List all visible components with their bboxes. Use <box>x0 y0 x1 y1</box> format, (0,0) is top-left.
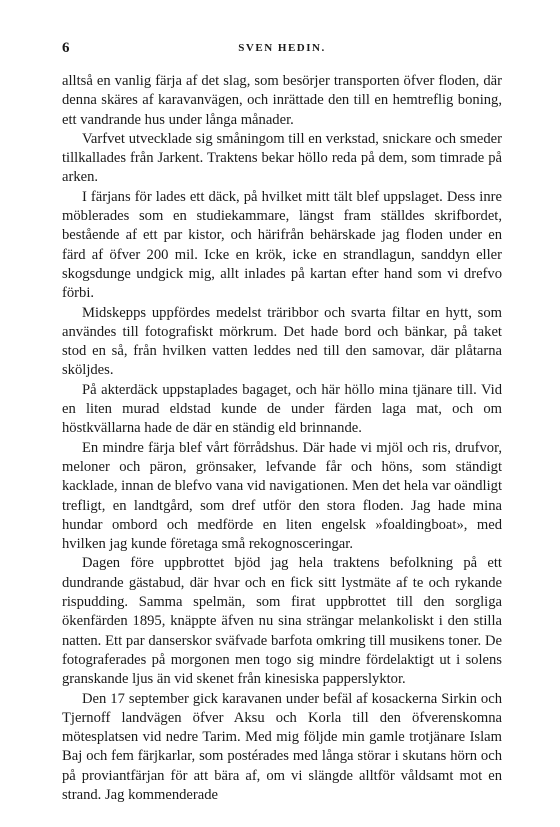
paragraph-2: Varfvet utvecklade sig småningom till en verkstad, snickare och smeder tillkallades från Jarkent. Traktens bekar höllo reda på dem, som timrade på arken. <box>62 130 502 186</box>
paragraph-8: Den 17 september gick karavanen under befäl af kosackerna Sirkin och Tjernoff landvägen öfver Aksu och Korla till den öfverenskomna mötesplatsen vid nedre Tarim. Med mig följde min gamle trotjänare Islam Baj och fem färjkarlar, som postérades med långa störar i skutans hörn och på proviantfärjan för att bära af, om vi slängde alltför våldsamt mot en strand. Jag kommenderade <box>62 690 502 803</box>
running-title: SVEN HEDIN. <box>238 42 326 54</box>
paragraph-6: En mindre färja blef vårt förrådshus. Där hade vi mjöl och ris, drufvor, meloner och päron, grönsaker, lefvande får och höns, som ständigt kacklade, innan de blefvo vana vid navigationen. Men det hela var oändligt trefligt, en landtgård, som dref utför den stora floden. Jag hade mina hundar ombord och medförde en liten engelsk »foaldingboat», med hvilken jag kunde företaga små rekognosceringar. <box>62 439 502 553</box>
paragraph-3: I färjans för lades ett däck, på hvilket mitt tält blef uppslaget. Dess inre möblerades som en studiekammare, längst fram ställdes skrifbordet, bestående af ett par kistor, och härifrån behärskade jag floden under en färd af öfver 200 mil. Icke en krök, icke en strandlagun, sanddyn eller skogsdunge undgick mig, allt inlades på kartan efter hand som vi drefvo förbi. <box>62 188 502 302</box>
paragraph-5: På akterdäck uppstaplades bagaget, och här höllo mina tjänare till. Vid en liten murad eldstad kunde de under färden laga mat, och om höstkvällarna hade de där en ständig eld brinnande. <box>62 381 502 437</box>
paragraph-4: Midskepps uppfördes medelst träribbor och svarta filtar en hytt, som användes till fotografiskt mörkrum. Det hade bord och bänkar, på taket stod en så, från hvilken vatten leddes ned till den samovar, där plåtarna sköljdes. <box>62 304 502 379</box>
page-number: 6 <box>62 40 70 56</box>
running-head <box>62 40 502 60</box>
paragraph-1: alltså en vanlig färja af det slag, som besörjer transporten öfver floden, där denna skäres af karavanvägen, och inrättade den till en hemtreflig boning, ett vandrande hus under långa månader. <box>62 73 502 128</box>
body-text <box>62 72 502 805</box>
paragraph-7: Dagen före uppbrottet bjöd jag hela traktens befolkning på ett dundrande gästabud, där hvar och en fick sitt lystmäte af te och rykande rispudding. Samma spelmän, som firat uppbrottet till den sorgliga ökenfärden 1895, knäppte äfven nu sina strängar melankoliskt i den stilla natten. Ett par danserskor sväfvade barfota omkring till musikens toner. De fotograferades på morgonen men togo sig mindre fördelaktigt ut i solens granskande ljus än vid skenet från kinesiska papperslyktor. <box>62 555 502 688</box>
book-page <box>62 40 502 805</box>
